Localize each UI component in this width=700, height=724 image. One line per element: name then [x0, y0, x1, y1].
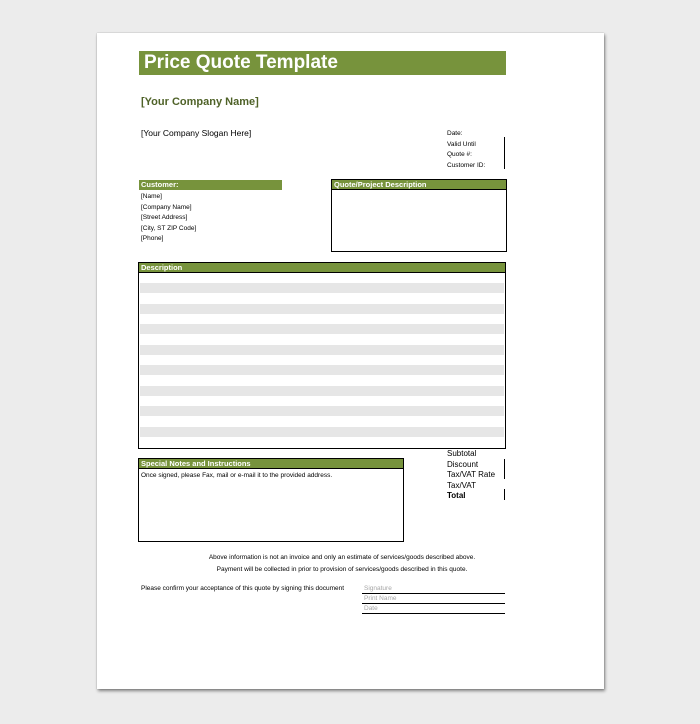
total-value-border [504, 489, 505, 500]
meta-date-label: Date: [447, 130, 463, 137]
description-row [140, 324, 504, 334]
signature-field[interactable]: Signature [362, 584, 505, 594]
description-row [140, 345, 504, 355]
totals-value-border [504, 459, 505, 479]
tax-label: Tax/VAT [447, 480, 477, 490]
description-row [140, 304, 504, 314]
description-row [140, 283, 504, 293]
disclaimer-line: Above information is not an invoice and only an estimate of services/goods described above. [208, 554, 476, 561]
description-row [140, 406, 504, 416]
document-page [97, 33, 604, 689]
description-row [140, 365, 504, 375]
special-notes-heading: Special Notes and Instructions [139, 459, 403, 469]
meta-value-border [504, 137, 505, 169]
company-slogan: [Your Company Slogan Here] [141, 128, 252, 138]
document-title: Price Quote Template [139, 51, 506, 75]
signature-date-field[interactable]: Date [362, 604, 505, 614]
meta-valid-until-label: Valid Until [447, 140, 476, 148]
meta-quote-number-label: Quote #: [447, 151, 472, 158]
customer-street: [Street Address] [141, 214, 188, 221]
customer-details [141, 192, 196, 245]
total-label: Total [447, 491, 466, 500]
disclaimer-line: Payment will be collected in prior to provision of services/goods described in this quote. [216, 566, 468, 573]
customer-company: [Company Name] [141, 203, 192, 211]
company-name: [Your Company Name] [141, 96, 259, 108]
subtotal-label: Subtotal [447, 449, 477, 458]
confirm-text: Please confirm your acceptance of this quote by signing this document [141, 585, 345, 592]
disclaimer [157, 552, 527, 576]
description-heading: Description [139, 263, 505, 273]
description-row [140, 386, 504, 396]
special-notes-text: Once signed, please Fax, mail or e-mail it to the provided address. [141, 472, 333, 479]
description-table [138, 262, 506, 449]
special-notes-box [138, 458, 404, 542]
customer-city: [City, ST ZIP Code] [141, 224, 197, 232]
quote-meta-labels [447, 129, 485, 171]
print-name-field[interactable]: Print Name [362, 594, 505, 604]
quote-project-box [331, 179, 507, 252]
description-row [140, 427, 504, 437]
customer-name: [Name] [141, 193, 162, 200]
discount-label: Discount [447, 459, 479, 469]
quote-project-heading: Quote/Project Description [332, 180, 506, 190]
tax-rate-label: Tax/VAT Rate [447, 470, 496, 479]
meta-customer-id-label: Customer ID: [447, 161, 486, 169]
customer-phone: [Phone] [141, 235, 164, 242]
totals-block [447, 449, 495, 502]
customer-heading: Customer: [139, 180, 282, 190]
